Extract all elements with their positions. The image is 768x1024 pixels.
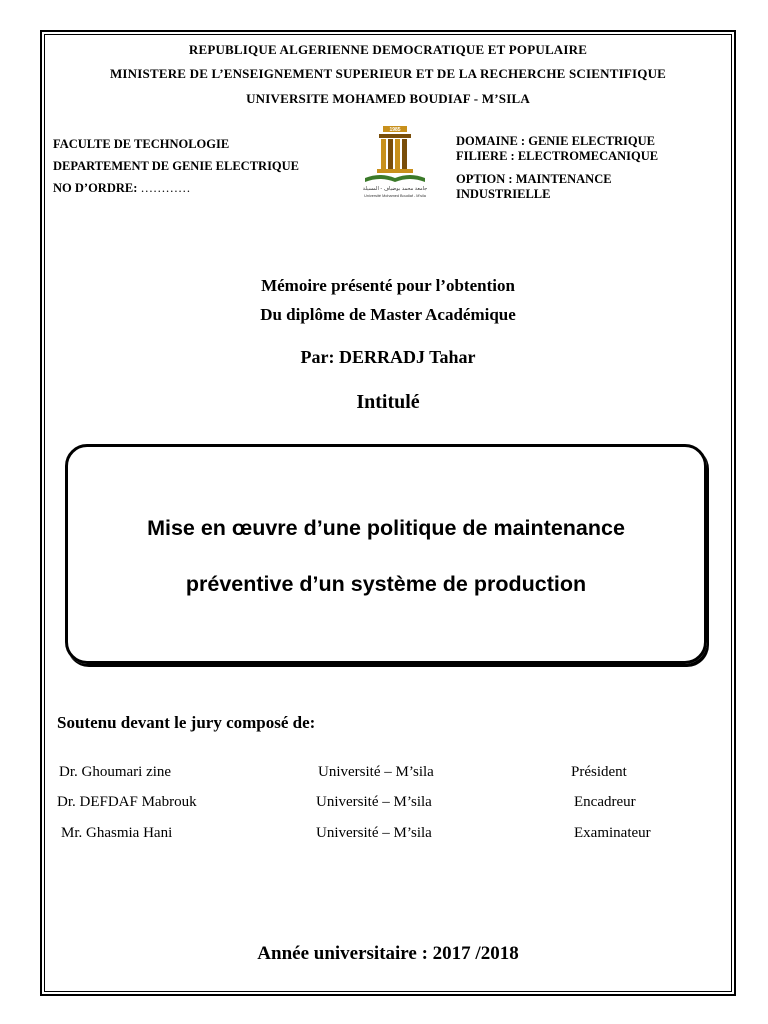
diploma-statement: Du diplôme de Master Académique: [260, 305, 516, 324]
domain: DOMAINE : GENIE ELECTRIQUE: [456, 134, 655, 148]
logo-base: [377, 169, 413, 173]
academic-year: Année universitaire : 2017 /2018: [257, 943, 519, 964]
logo-year: 1985: [389, 127, 401, 133]
jury-member-name: Dr. DEFDAF Mabrouk: [57, 794, 197, 810]
jury-member-institution: Université – M’sila: [316, 794, 432, 810]
intitule-label: Intitulé: [356, 391, 420, 413]
logo-pillar-4: [402, 139, 407, 169]
thesis-title-line-1: Mise en œuvre d’une politique de maintenance: [147, 516, 625, 540]
header-ministry: MINISTERE DE L’ENSEIGNEMENT SUPERIEUR ET DE LA RECHERCHE SCIENTIFIQUE: [109, 66, 667, 81]
order-number-value: …………: [137, 181, 191, 195]
faculty-info: [53, 133, 299, 199]
option-line-1: OPTION : MAINTENANCE: [456, 172, 612, 186]
jury-member-row: [0, 764, 768, 786]
jury-member-row: [0, 794, 768, 816]
logo-pillar-1: [381, 139, 386, 169]
jury-heading: Soutenu devant le jury composé de:: [57, 713, 316, 732]
jury-member-role: Examinateur: [574, 825, 651, 841]
memoire-statement: Mémoire présenté pour l’obtention: [261, 276, 515, 295]
jury-member-row: [0, 825, 768, 847]
university-logo: [345, 122, 445, 202]
option-line-2: INDUSTRIELLE: [456, 187, 551, 201]
title-box: [65, 444, 707, 664]
order-number-label: NO D’ORDRE:: [53, 181, 138, 195]
jury-member-name: Dr. Ghoumari zine: [59, 764, 172, 780]
program-info: [456, 134, 658, 202]
faculty-name: FACULTE DE TECHNOLOGIE: [53, 137, 230, 151]
filiere: FILIERE : ELECTROMECANIQUE: [456, 149, 659, 163]
department-name: DEPARTEMENT DE GENIE ELECTRIQUE: [53, 159, 300, 173]
logo-roof: [379, 134, 411, 138]
author: Par: DERRADJ Tahar: [300, 347, 476, 367]
logo-pillar-2: [388, 139, 393, 169]
header-university: UNIVERSITE MOHAMED BOUDIAF - M’SILA: [246, 91, 530, 106]
spacer: [456, 164, 658, 172]
jury-member-name: Mr. Ghasmia Hani: [61, 825, 173, 841]
logo-latin-text: Université Mohamed Boudiaf - M'sila: [364, 194, 426, 198]
thesis-title-line-2: préventive d’un système de production: [185, 572, 587, 596]
order-number: [53, 177, 299, 199]
logo-pillar-3: [395, 139, 400, 169]
jury-member-institution: Université – M’sila: [316, 825, 432, 841]
logo-arabic-text: جامعة محمد بوضياف - المسيلة: [362, 186, 428, 192]
jury-member-role: Président: [571, 764, 627, 780]
header-republic: REPUBLIQUE ALGERIENNE DEMOCRATIQUE ET POPULAIRE: [188, 42, 588, 57]
logo-book-icon: [365, 175, 425, 182]
jury-member-role: Encadreur: [574, 794, 636, 810]
jury-member-institution: Université – M’sila: [318, 764, 434, 780]
